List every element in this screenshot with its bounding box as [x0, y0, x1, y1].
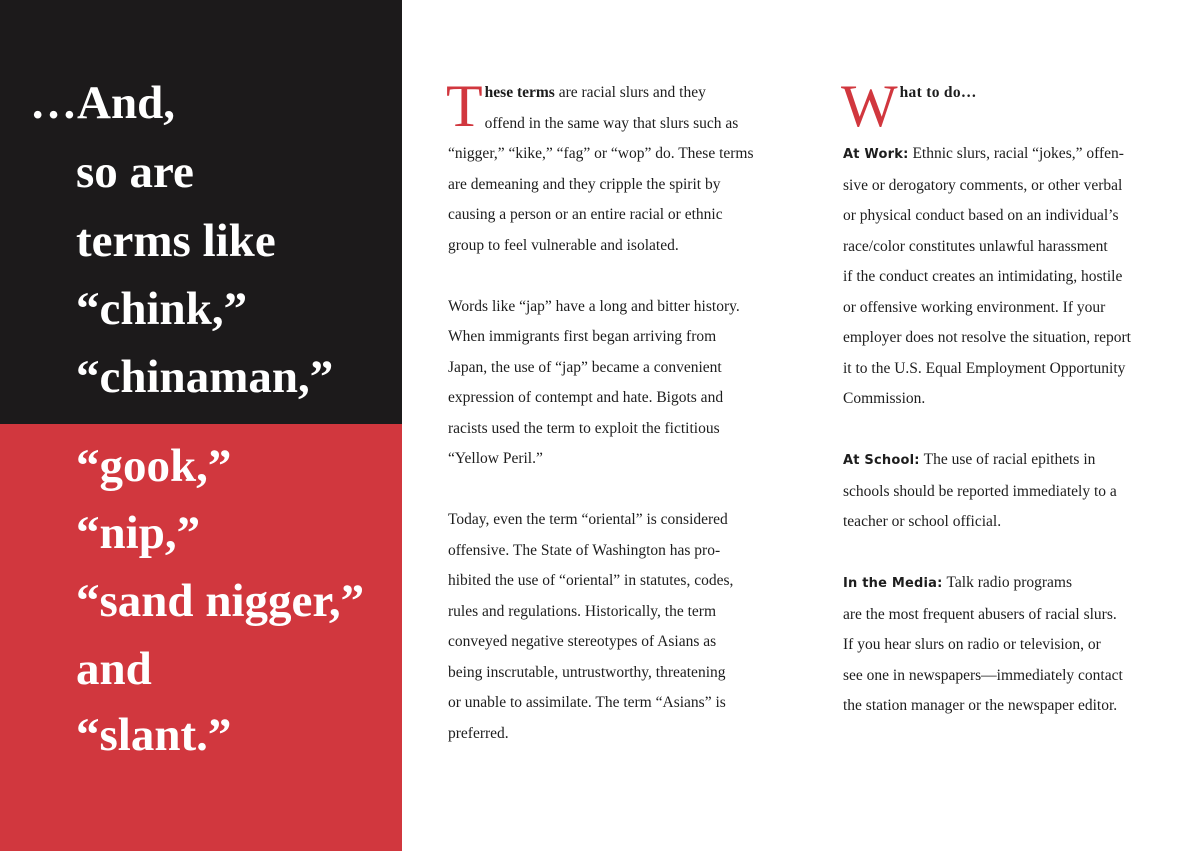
paragraph-history-line-3: Japan, the use of “jap” became a convenient — [448, 358, 722, 376]
section-at-work — [843, 139, 1173, 415]
at-school-line-3: teacher or school official. — [843, 513, 1002, 530]
right-column — [841, 73, 1173, 752]
paragraph-oriental-line-8: preferred. — [448, 724, 509, 742]
paragraph-oriental-line-7: or unable to assimilate. The term “Asians” is — [448, 694, 726, 711]
label-at-school: At School: — [843, 453, 920, 468]
at-work-line-5: if the conduct creates an intimidating, hostile — [843, 268, 1123, 285]
section-in-the-media — [843, 568, 1173, 722]
headline — [0, 0, 402, 851]
label-in-the-media: In the Media: — [843, 576, 943, 591]
in-the-media-line-5: the station manager or the newspaper editor. — [843, 697, 1118, 714]
paragraph-history — [448, 292, 778, 475]
headline-line-8: “sand nigger,” — [76, 575, 365, 627]
paragraph-oriental-line-1: Today, even the term “oriental” is considered — [448, 511, 728, 528]
in-the-media-line-2: are the most frequent abusers of racial slurs. — [843, 605, 1117, 623]
headline-line-3: terms like — [76, 215, 276, 267]
middle-column — [446, 73, 778, 780]
headline-line-7: “nip,” — [76, 507, 201, 559]
at-work-line-6: or offensive working environment. If your — [843, 298, 1106, 316]
at-work-line-4: race/color constitutes unlawful harassment — [843, 237, 1108, 255]
paragraph-oriental-line-5: conveyed negative stereotypes of Asians as — [448, 633, 717, 650]
at-work-line-9: Commission. — [843, 390, 926, 407]
label-at-work: At Work: — [843, 147, 909, 162]
dropcap-t: T — [446, 73, 483, 139]
left-panel — [0, 0, 402, 851]
paragraph-slurs-line-5: causing a person or an entire racial or ethnic — [448, 206, 723, 223]
headline-line-4: “chink,” — [76, 283, 248, 335]
paragraph-history-line-5: racists used the term to exploit the fictitious — [448, 419, 720, 437]
paragraph-slurs-line-3: “nigger,” “kike,” “fag” or “wop” do. These terms — [448, 145, 754, 162]
paragraph-oriental-line-2: offensive. The State of Washington has pro- — [448, 541, 721, 559]
paragraph-slurs — [446, 73, 778, 261]
headline-line-5: “chinaman,” — [76, 351, 334, 403]
in-the-media-line-4: see one in newspapers—immediately contact — [843, 666, 1123, 684]
dropcap-w: W — [841, 73, 898, 139]
paragraph-slurs-line-1: are racial slurs and they — [554, 84, 706, 101]
at-school-line-1: The use of racial epithets in — [923, 451, 1096, 468]
headline-line-9: and — [76, 643, 152, 695]
lead-bold-text: hese terms — [484, 84, 555, 101]
paragraph-history-line-2: When immigrants first began arriving from — [448, 328, 717, 345]
paragraph-slurs-line-6: group to feel vulnerable and isolated. — [448, 236, 679, 254]
at-work-line-1: Ethnic slurs, racial “jokes,” offen- — [912, 145, 1124, 162]
paragraph-oriental — [448, 505, 778, 749]
paragraph-oriental-line-3: hibited the use of “oriental” in statutes, codes, — [448, 572, 734, 589]
headline-line-2: so are — [76, 146, 194, 198]
paragraph-slurs-line-4: are demeaning and they cripple the spirit by — [448, 175, 721, 193]
in-the-media-line-1: Talk radio programs — [946, 574, 1072, 591]
paragraph-history-line-4: expression of contempt and hate. Bigots and — [448, 389, 724, 406]
paragraph-history-line-1: Words like “jap” have a long and bitter history. — [448, 297, 740, 315]
headline-line-1: …And, — [30, 77, 175, 129]
at-work-line-7: employer does not resolve the situation, report — [843, 329, 1131, 346]
headline-line-6: “gook,” — [76, 440, 232, 492]
at-work-line-2: sive or derogatory comments, or other verbal — [843, 176, 1123, 194]
in-the-media-line-3: If you hear slurs on radio or television, or — [843, 636, 1101, 653]
what-to-do-heading — [841, 73, 1173, 139]
paragraph-history-line-6: “Yellow Peril.” — [448, 450, 543, 467]
headline-line-10: “slant.” — [76, 709, 232, 761]
paragraph-oriental-line-4: rules and regulations. Historically, the term — [448, 602, 717, 620]
paragraph-slurs-line-2: offend in the same way that slurs such as — [484, 114, 739, 132]
section-at-school — [843, 445, 1173, 538]
paragraph-oriental-line-6: being inscrutable, untrustworthy, threatening — [448, 663, 726, 681]
at-work-line-3: or physical conduct based on an individual’s — [843, 207, 1119, 224]
at-school-line-2: schools should be reported immediately to a — [843, 482, 1117, 500]
at-work-line-8: it to the U.S. Equal Employment Opportunity — [843, 359, 1126, 377]
what-to-do-text: hat to do… — [899, 84, 977, 101]
